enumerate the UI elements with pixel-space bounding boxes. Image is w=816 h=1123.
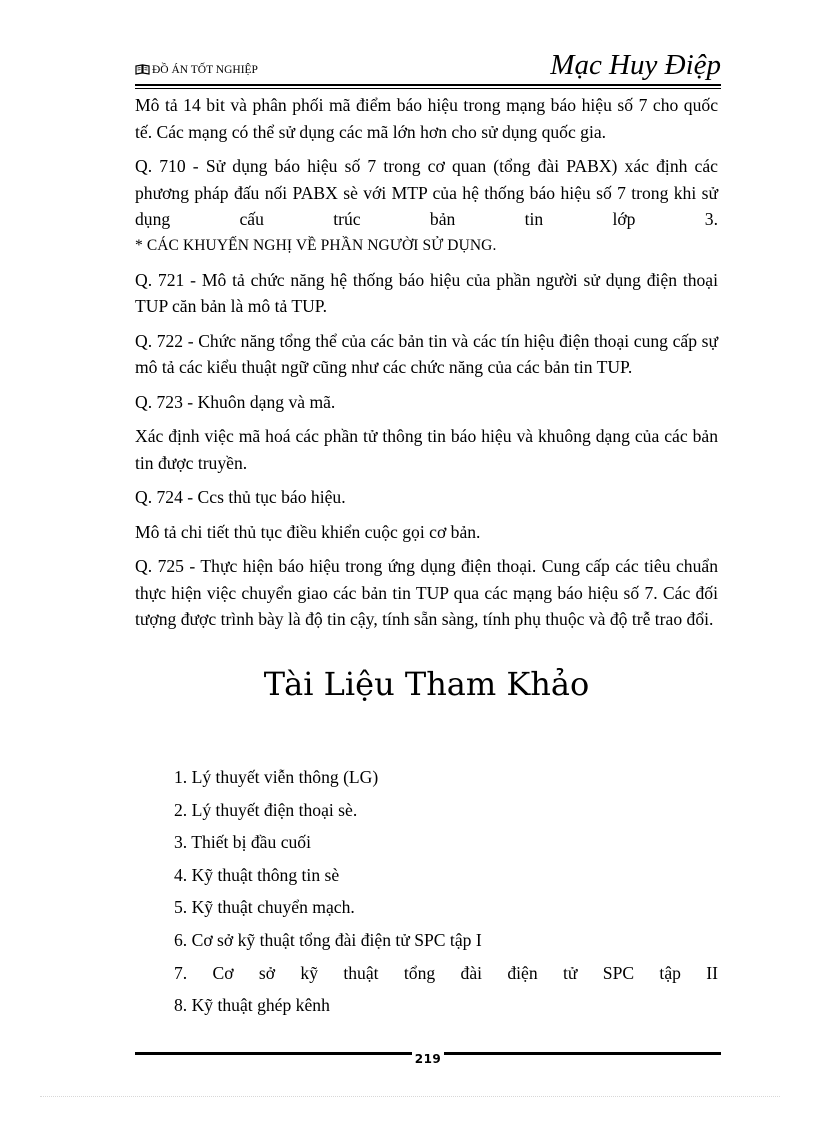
section-heading-user-parts: * CÁC KHUYẾN NGHỊ VỀ PHẦN NGƯỜI SỬ DỤNG. — [135, 236, 497, 254]
page-number-text: 219 — [412, 1052, 445, 1066]
header-rule-thick — [135, 84, 721, 86]
body-text — [135, 92, 718, 633]
paragraph-q722: Q. 722 - Chức năng tổng thể của các bản tin và các tín hiệu điện thoại cung cấp sự mô tả các kiểu thuật ngữ cũng như các chức năng của các bản tin TUP. — [135, 330, 718, 377]
references-list — [174, 764, 718, 1025]
list-item: 1. Lý thuyết viễn thông (LG) — [174, 767, 379, 787]
list-item: 2. Lý thuyết điện thoại sè. — [174, 799, 358, 820]
header-author-name: Mạc Huy Điệp — [550, 49, 721, 81]
paragraph-q724-desc: Mô tả chi tiết thủ tục điều khiển cuộc gọi cơ bản. — [135, 521, 481, 542]
page-header — [135, 48, 721, 84]
list-item: 5. Kỹ thuật chuyển mạch. — [174, 897, 355, 918]
header-left — [135, 64, 258, 78]
paragraph-q724: Q. 724 - Ccs thủ tục báo hiệu. — [135, 487, 346, 507]
page-edge-dotted-line — [40, 1096, 780, 1097]
list-item: 6. Cơ sở kỹ thuật tổng đài điện tử SPC tập I — [174, 929, 482, 950]
page-number — [135, 1050, 721, 1068]
header-thesis-label: ĐỒ ÁN TỐT NGHIỆP — [152, 64, 258, 76]
list-item: 4. Kỹ thuật thông tin sè — [174, 864, 340, 885]
paragraph-1: Mô tả 14 bit và phân phối mã điểm báo hiệu trong mạng báo hiệu số 7 cho quốc tế. Các mạng có thể sử dụng các mã lớn hơn cho sử dụng quốc gia. — [135, 95, 718, 142]
list-item: 7. Cơ sở kỹ thuật tổng đài điện tử SPC tập II — [174, 962, 718, 983]
references-title: Tài Liệu Tham Khảo — [263, 665, 590, 703]
paragraph-q723-desc: Xác định việc mã hoá các phần tử thông tin báo hiệu và khuông dạng của các bản tin được truyền. — [135, 426, 718, 473]
open-book-icon — [135, 64, 150, 78]
list-item: 8. Kỹ thuật ghép kênh — [174, 995, 330, 1016]
paragraph-q710: Q. 710 - Sử dụng báo hiệu số 7 trong cơ quan (tổng đài PABX) xác định các phương pháp đấu nối PABX sè với MTP của hệ thống báo hiệu số 7 trong khi sử dụng cấu trúc bản tin lớp 3. — [135, 156, 718, 229]
paragraph-q721: Q. 721 - Mô tả chức năng hệ thống báo hiệu của phần người sử dụng điện thoại TUP căn bản là mô tả TUP. — [135, 269, 718, 316]
paragraph-q723: Q. 723 - Khuôn dạng và mã. — [135, 391, 336, 412]
header-rule-thin — [135, 88, 721, 89]
paragraph-q725: Q. 725 - Thực hiện báo hiệu trong ứng dụng điện thoại. Cung cấp các tiêu chuẩn thực hiện việc chuyển giao các bản tin TUP qua các mạng báo hiệu số 7. Các đối tượng được trình bày là độ tin cậy, tính sẵn sàng, tính phụ thuộc và độ trễ trao đổi. — [135, 556, 718, 629]
list-item: 3. Thiết bị đầu cuối — [174, 832, 311, 853]
